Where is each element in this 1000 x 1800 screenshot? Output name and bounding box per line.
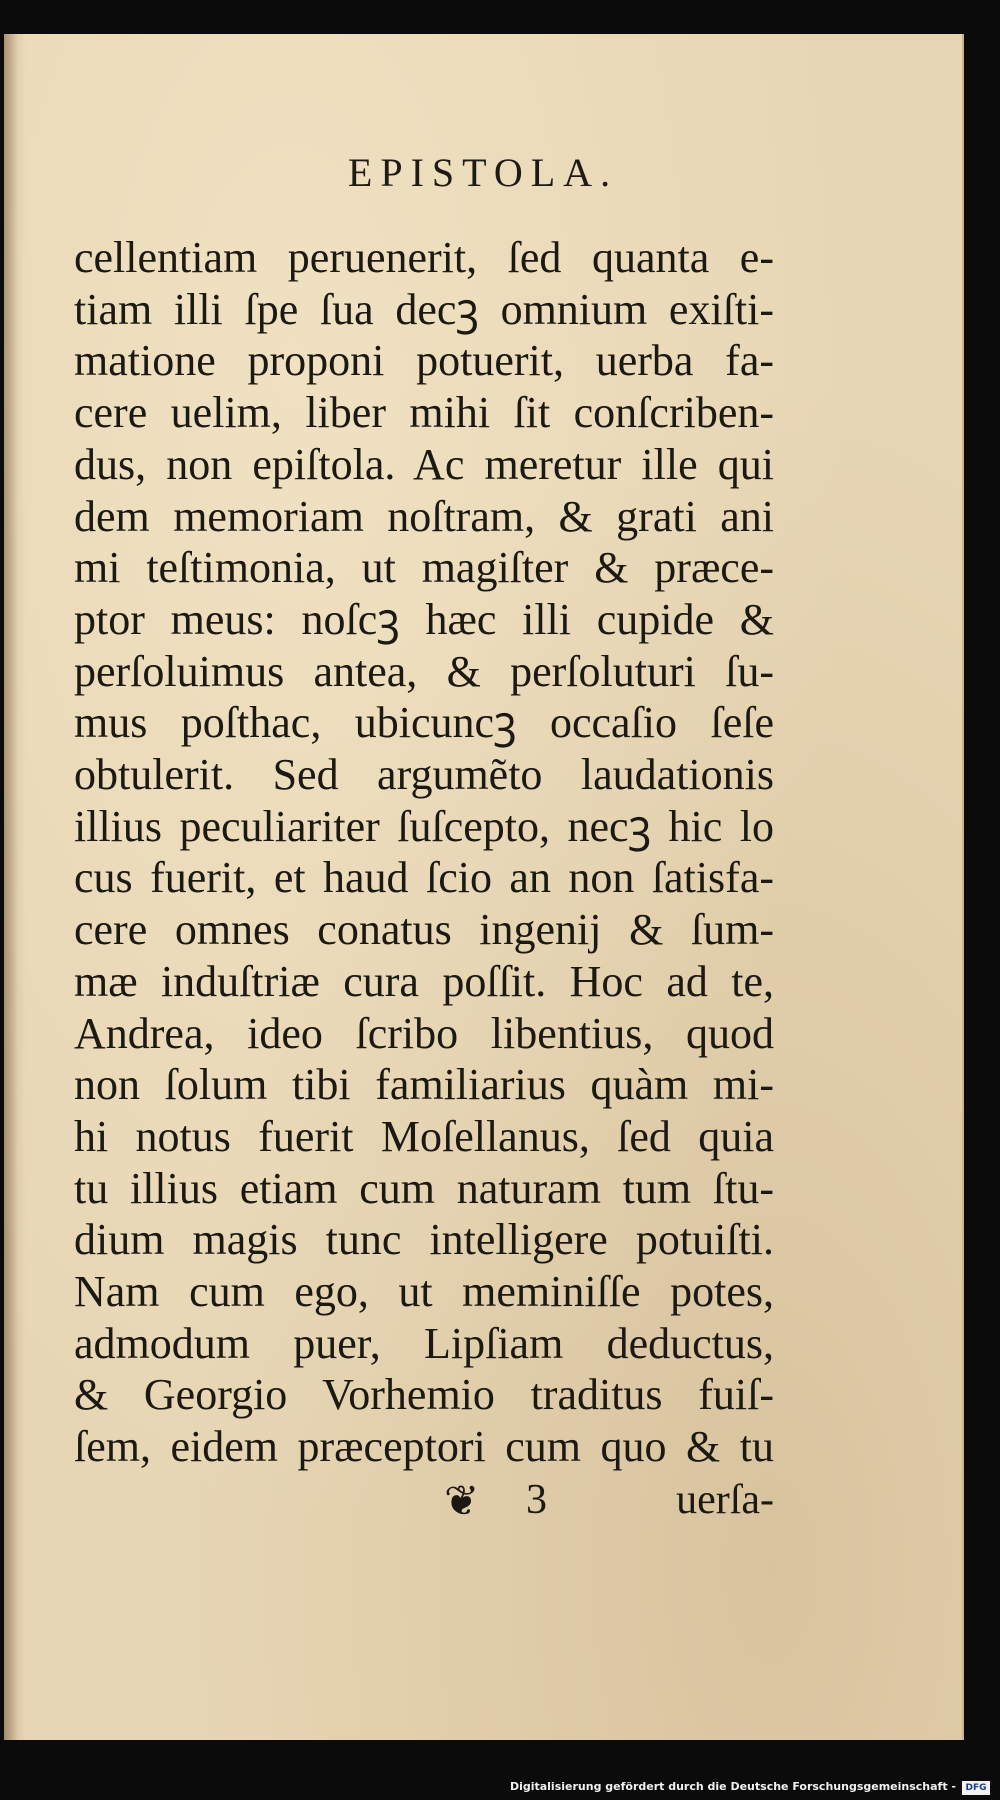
signature-mark: ❦ <box>444 1479 480 1525</box>
text-line: cere uelim, liber mihi ſit conſcriben- <box>74 388 774 438</box>
text-line: non ſolum tibi familiarius quàm mi- <box>74 1060 774 1110</box>
text-line: Nam cum ego, ut meminiſſe potes, <box>74 1267 774 1317</box>
text-line: cere omnes conatus ingenij & ſum- <box>74 905 774 955</box>
gutter-shadow <box>4 34 18 1740</box>
text-line: dem memoriam noſtram, & grati ani <box>74 491 774 541</box>
running-head: EPISTOLA. <box>347 150 619 195</box>
text-line: hi notus fuerit Moſellanus, ſed quia <box>74 1111 774 1161</box>
footer-credit: Digitalisierung gefördert durch die Deutsche Forschungsgemeinschaft - <box>509 1780 956 1793</box>
text-line: ſem, eidem præceptori cum quo & tu <box>74 1422 774 1472</box>
text-line: & Georgio Vorhemio traditus fuiſ- <box>74 1370 774 1420</box>
text-line: mus poſthac, ubicuncꝫ occaſio ſeſe <box>74 698 774 748</box>
text-line: tiam illi ſpe ſua decꝫ omnium exiſti- <box>74 284 774 334</box>
text-line: mæ induſtriæ cura poſſit. Hoc ad te, <box>74 956 774 1006</box>
text-line: ptor meus: noſcꝫ hæc illi cupide & <box>74 594 774 644</box>
signature-number: 3 <box>526 1477 547 1523</box>
text-line: dium magis tunc intelligere potuiſti. <box>74 1215 774 1265</box>
text-block <box>74 232 774 1473</box>
text-line: mi teſtimonia, ut magiſter & præce- <box>74 543 774 593</box>
text-line: cellentiam peruenerit, ſed quanta e- <box>74 233 774 282</box>
text-line: obtulerit. Sed argumẽto laudationis <box>74 750 774 800</box>
footer-bar <box>0 1778 1000 1800</box>
text-line: Andrea, ideo ſcribo libentius, quod <box>74 1008 774 1058</box>
text-line: admodum puer, Lipſiam deductus, <box>74 1318 774 1368</box>
text-line: tu illius etiam cum naturam tum ſtu- <box>74 1163 774 1213</box>
text-line: cus fuerit, et haud ſcio an non ſatisfa- <box>74 853 774 903</box>
book-page <box>4 34 964 1740</box>
text-line: matione proponi potuerit, uerba fa- <box>74 336 774 386</box>
text-line: illius peculiariter ſuſcepto, necꝫ hic lo <box>74 801 774 851</box>
dfg-logo: DFG <box>962 1781 990 1795</box>
catchword: uerſa- <box>676 1477 774 1523</box>
text-line: perſoluimus antea, & perſoluturi ſu- <box>74 646 774 696</box>
text-line: dus, non epiſtola. Ac meretur ille qui <box>74 439 774 489</box>
